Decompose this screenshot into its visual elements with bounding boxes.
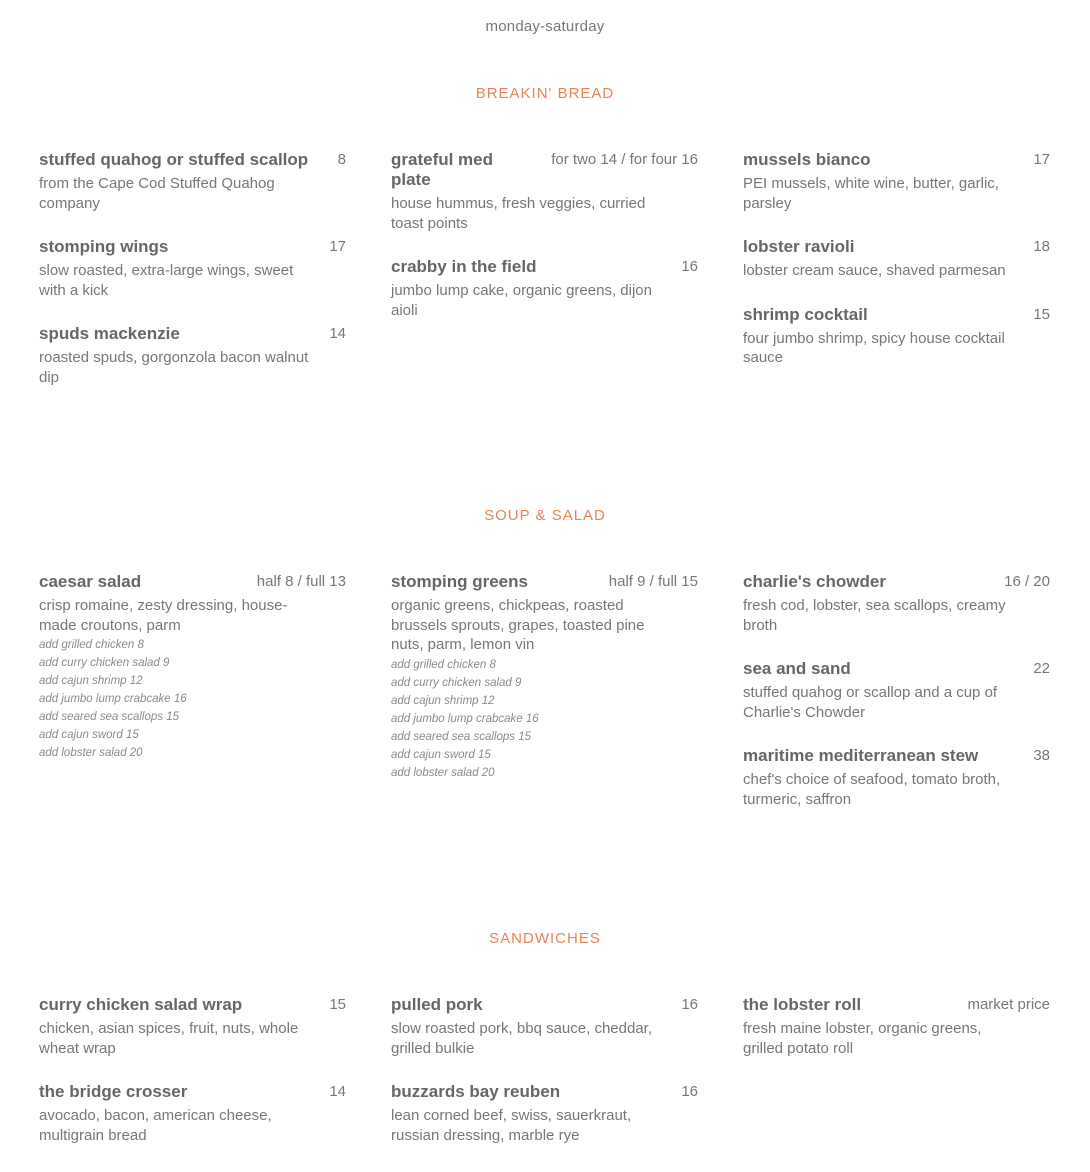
item-name: charlie's chowder (743, 572, 886, 591)
menu-item (39, 1082, 346, 1145)
addon-option: add grilled chicken 8 (39, 639, 144, 652)
section-heading-sandwiches: SANDWICHES (489, 930, 601, 947)
menu-column (39, 995, 346, 1169)
menu-item (743, 746, 1050, 809)
item-price: half 9 / full 15 (608, 573, 698, 590)
item-description: jumbo lump cake, organic greens, dijon aioli (391, 282, 652, 319)
menu-item (391, 1082, 698, 1145)
item-description: lobster cream sauce, shaved parmesan (743, 262, 1006, 280)
item-name: sea and sand (743, 659, 851, 679)
item-description: crisp romaine, zesty dressing, house-made croutons, parm (39, 597, 288, 634)
menu-item (391, 572, 698, 782)
item-name: mussels bianco (743, 150, 871, 169)
addon-option: add cajun sword 15 (391, 748, 491, 761)
item-description: house hummus, fresh veggies, curried toast points (391, 195, 646, 232)
menu-column (391, 150, 698, 412)
item-description: fresh maine lobster, organic greens, grilled potato roll (743, 1020, 982, 1057)
item-name: buzzards bay reuben (391, 1082, 561, 1102)
section-heading-breakin-bread: BREAKIN' BREAD (475, 85, 615, 102)
item-description: slow roasted pork, bbq sauce, cheddar, grilled bulkie (391, 1020, 652, 1057)
item-name: curry chicken salad wrap (39, 995, 243, 1014)
item-description: stuffed quahog or scallop and a cup of Charlie's Chowder (743, 684, 998, 721)
item-price: 15 (1033, 305, 1050, 323)
item-price: 17 (329, 238, 346, 256)
item-price: for two 14 / for four 16 (551, 151, 698, 168)
item-description: chef's choice of seafood, tomato broth, turmeric, saffron (743, 771, 1001, 808)
addon-option: add grilled chicken 8 (391, 658, 496, 671)
item-price: 16 / 20 (1004, 573, 1050, 590)
item-description: slow roasted, extra-large wings, sweet with a kick (39, 262, 294, 299)
addon-list (39, 636, 346, 762)
menu-item (391, 150, 698, 233)
item-description: chicken, asian spices, fruit, nuts, whole wheat wrap (39, 1020, 299, 1057)
item-description: lean corned beef, swiss, sauerkraut, russian dressing, marble rye (391, 1107, 632, 1144)
menu-column (391, 572, 698, 834)
addon-option: add cajun shrimp 12 (391, 694, 495, 707)
item-price: half 8 / full 13 (256, 573, 346, 590)
menu-item (391, 257, 698, 320)
item-description: roasted spuds, gorgonzola bacon walnut dip (39, 349, 309, 386)
item-description: PEI mussels, white wine, butter, garlic, parsley (743, 175, 999, 212)
menu-item (39, 572, 346, 762)
section-soup-salad (39, 572, 1051, 834)
menu-item (743, 572, 1050, 635)
item-price: 18 (1033, 238, 1050, 256)
addon-option: add jumbo lump crabcake 16 (39, 693, 187, 706)
item-price: 14 (329, 1083, 346, 1101)
menu-item (39, 324, 346, 387)
section-sandwiches (39, 995, 1051, 1169)
item-name: pulled pork (391, 995, 483, 1014)
item-name: grateful med plate (391, 150, 494, 189)
item-description: avocado, bacon, american cheese, multigrain bread (39, 1107, 272, 1144)
item-price: 16 (681, 996, 698, 1013)
menu-column (743, 150, 1050, 412)
menu-column (743, 995, 1050, 1169)
item-price: 15 (329, 996, 346, 1013)
item-name: stomping greens (391, 572, 528, 591)
item-price: 16 (681, 1083, 698, 1101)
menu-item (39, 237, 346, 300)
item-name: maritime mediterranean stew (743, 746, 979, 766)
item-description: from the Cape Cod Stuffed Quahog company (39, 175, 275, 212)
item-name: the bridge crosser (39, 1082, 188, 1102)
item-price: 8 (337, 151, 346, 168)
menu-subtitle: monday-saturday (485, 18, 605, 35)
item-price: 16 (681, 258, 698, 276)
item-price: 17 (1033, 151, 1050, 168)
item-description: fresh cod, lobster, sea scallops, creamy broth (743, 597, 1006, 634)
addon-option: add curry chicken salad 9 (391, 676, 522, 689)
item-name: shrimp cocktail (743, 304, 868, 324)
item-name: caesar salad (39, 572, 142, 591)
menu-item (743, 150, 1050, 213)
item-description: organic greens, chickpeas, roasted brussels sprouts, grapes, toasted pine nuts, parm, lemon vin (391, 597, 645, 654)
item-name: stuffed quahog or stuffed scallop (39, 150, 309, 169)
menu-item (39, 995, 346, 1058)
item-name: stomping wings (39, 237, 169, 257)
item-name: crabby in the field (391, 257, 537, 277)
menu-item (743, 237, 1050, 281)
section-breakin-bread (39, 150, 1051, 412)
addon-option: add cajun shrimp 12 (39, 675, 143, 688)
menu-item (39, 150, 346, 213)
menu-item (391, 995, 698, 1058)
addon-option: add seared sea scallops 15 (39, 711, 180, 724)
item-description: four jumbo shrimp, spicy house cocktail sauce (743, 329, 1005, 367)
addon-option: add curry chicken salad 9 (39, 657, 170, 670)
addon-option: add lobster salad 20 (391, 766, 495, 779)
item-name: the lobster roll (743, 995, 862, 1014)
menu-item (743, 305, 1050, 368)
item-price: 22 (1033, 660, 1050, 678)
menu-column (391, 995, 698, 1169)
addon-option: add jumbo lump crabcake 16 (391, 712, 539, 725)
item-name: spuds mackenzie (39, 324, 180, 344)
menu-column (39, 150, 346, 412)
menu-column (39, 572, 346, 834)
item-price: 38 (1033, 747, 1050, 765)
menu-column (743, 572, 1050, 834)
addon-option: add seared sea scallops 15 (391, 730, 532, 743)
addon-list (391, 656, 698, 782)
menu-item (743, 995, 1050, 1058)
menu-item (743, 659, 1050, 722)
section-heading-soup-salad: SOUP & SALAD (484, 507, 606, 524)
addon-option: add cajun sword 15 (39, 729, 139, 742)
item-name: lobster ravioli (743, 237, 855, 257)
item-price: market price (967, 996, 1050, 1013)
addon-option: add lobster salad 20 (39, 747, 143, 760)
item-price: 14 (329, 325, 346, 343)
